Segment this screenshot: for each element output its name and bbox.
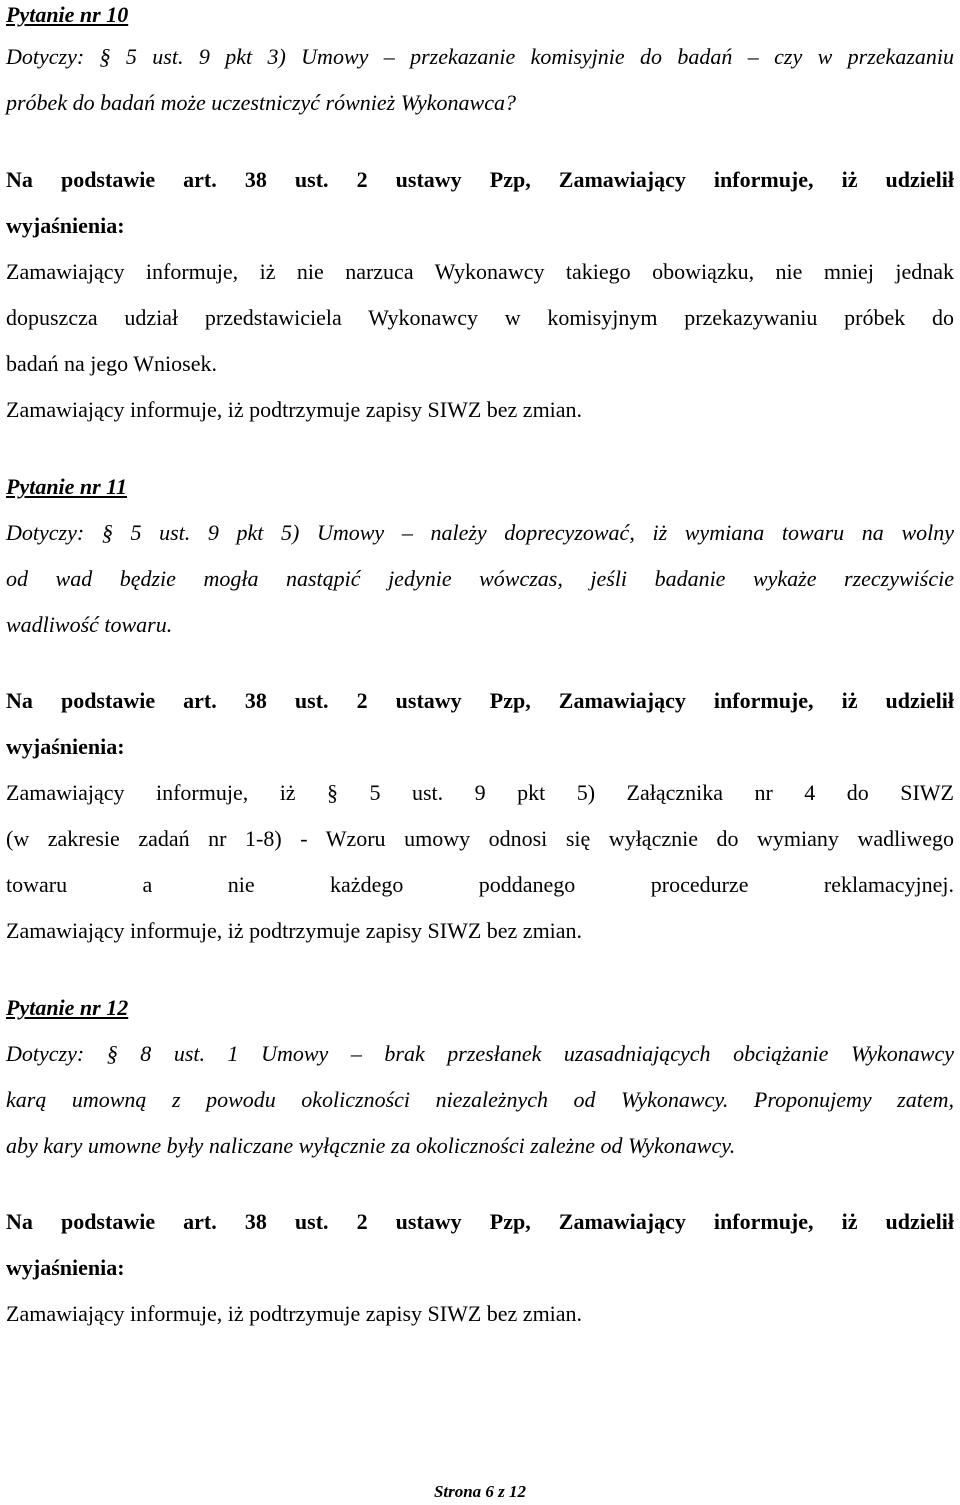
question-12-title: Pytanie nr 12 [6, 995, 129, 1020]
question-10-concern-line-2: próbek do badań może uczestniczyć również Wykonawca? [6, 90, 516, 115]
question-10-answer-line-2: dopuszcza udział przedstawiciela Wykonawcy w komisyjnym przekazywaniu próbek do [6, 305, 954, 330]
question-11-answer-line-4: Zamawiający informuje, iż podtrzymuje zapisy SIWZ bez zmian. [6, 918, 583, 943]
question-11-concern-line-1: Dotyczy: § 5 ust. 9 pkt 5) Umowy – należy doprecyzować, iż wymiana towaru na wolny [6, 520, 954, 545]
page-footer: Strona 6 z 12 [433, 1482, 527, 1501]
question-10-answer-line-1: Zamawiający informuje, iż nie narzuca Wykonawcy takiego obowiązku, nie mniej jednak [6, 259, 954, 284]
question-10-title: Pytanie nr 10 [6, 2, 129, 27]
question-11-answer-line-3: towaru a nie każdego poddanego procedurze reklamacyjnej. [6, 872, 954, 897]
question-10-answer-line-4: Zamawiający informuje, iż podtrzymuje zapisy SIWZ bez zmian. [6, 397, 583, 422]
question-11-answer-line-2: (w zakresie zadań nr 1-8) - Wzoru umowy odnosi się wyłącznie do wymiany wadliwego [6, 826, 954, 851]
question-11-title: Pytanie nr 11 [6, 474, 128, 499]
question-11-basis-line-2: wyjaśnienia: [6, 734, 125, 759]
question-12-answer-line-1: Zamawiający informuje, iż podtrzymuje zapisy SIWZ bez zmian. [6, 1301, 583, 1326]
question-11-answer-line-1: Zamawiający informuje, iż § 5 ust. 9 pkt 5) Załącznika nr 4 do SIWZ [6, 780, 954, 805]
question-10-basis-line-2: wyjaśnienia: [6, 213, 125, 238]
question-10-answer-line-3: badań na jego Wniosek. [6, 351, 217, 376]
question-12-basis-line-1: Na podstawie art. 38 ust. 2 ustawy Pzp, Zamawiający informuje, iż udzielił [6, 1209, 954, 1234]
question-10-basis-line-1: Na podstawie art. 38 ust. 2 ustawy Pzp, Zamawiający informuje, iż udzielił [6, 167, 954, 192]
question-12-concern-line-2: karą umowną z powodu okoliczności niezależnych od Wykonawcy. Proponujemy zatem, [6, 1087, 954, 1112]
question-12-concern-line-1: Dotyczy: § 8 ust. 1 Umowy – brak przesłanek uzasadniających obciążanie Wykonawcy [6, 1041, 954, 1066]
question-11-concern-line-3: wadliwość towaru. [6, 612, 173, 637]
question-10-concern-line-1: Dotyczy: § 5 ust. 9 pkt 3) Umowy – przekazanie komisyjnie do badań – czy w przekazaniu [6, 44, 954, 69]
question-12-concern-line-3: aby kary umowne były naliczane wyłącznie za okoliczności zależne od Wykonawcy. [6, 1133, 736, 1158]
question-11-concern-line-2: od wad będzie mogła nastąpić jedynie wówczas, jeśli badanie wykaże rzeczywiście [6, 566, 954, 591]
question-11-basis-line-1: Na podstawie art. 38 ust. 2 ustawy Pzp, Zamawiający informuje, iż udzielił [6, 688, 954, 713]
question-12-basis-line-2: wyjaśnienia: [6, 1255, 125, 1280]
